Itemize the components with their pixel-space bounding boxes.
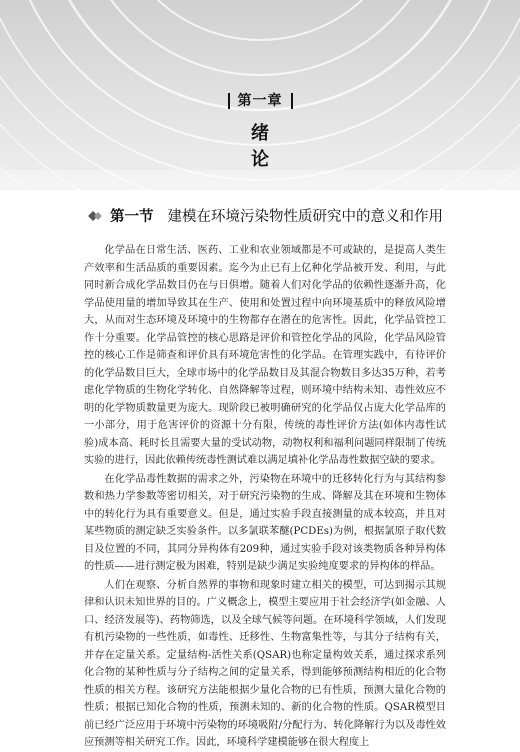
chapter-number: 第一章 — [228, 93, 293, 109]
section-heading — [88, 208, 468, 226]
paragraph: 在化学品毒性数据的需求之外，污染物在环境中的迁移转化行为与其结构参数和热力学参数等密切相关，对于研究污染物的生成、降解及其在环境和生物体中的转化行为具有重要意义。但是，通过实验手段直接测量的成本较高，并且对某些物质的测定缺乏实验条件。以多氯联苯醚(PCDEs)为例，根据氯原子取代数目及位置的不同，其同分异构体有209种，通过实验手段对该类物质各种异构体的性质——进行测定极为困难，特别是缺少满足实验纯度要求的异构体的样品。 — [84, 473, 446, 572]
paragraph: 化学品在日常生活、医药、工业和农业领域都是不可或缺的，是提高人类生产效率和生活品质的重要因素。迄今为止已有上亿种化学品被开发、利用，与此同时新合成化学品数目仍在与日俱增。随着人们对化学品的依赖性逐渐升高，化学品使用量的增加导致其在生产、使用和处置过程中向环境基质中的释放风险增大，从而对生态环境及环境中的生物都存在潜在的危害性。因此，化学品管控工作十分重要。化学品管控的核心思路是评价和管控化学品的风险，化学品风险管控的核心工作是筛查和评价具有环境危害性的化学品。在管理实践中，有待评价的化学品数目巨大，全球市场中的化学品数目及其混合物数目多达35万种，若考虑化学物质的生物化学转化、自然降解等过程，则环境中结构未知、毒性效应不明的化学物质数量更为庞大。现阶段已被明确研究的化学品仅占庞大化学品库的一小部分，用于危害评价的资源十分有限，传统的毒性评价方法(如体内毒性试验)成本高、耗时长且需要大量的受试动物，动物权利和福利问题同样限制了传统实验的进行，因此依赖传统毒性测试难以满足填补化学品毒性数据空缺的要求。 — [84, 245, 446, 466]
section-title: 建模在环境污染物性质研究中的意义和作用 — [167, 209, 443, 225]
diamond-bullet-icon — [88, 208, 104, 226]
chapter-title: 绪 论 — [251, 123, 295, 170]
chapter-heading — [204, 90, 316, 171]
paragraph: 人们在观察、分析自然界的事物和现象时建立相关的模型，可达到揭示其规律和认识未知世界的目的。广义概念上，模型主要应用于社会经济学(如金融、人口、经济发展等)、药物筛选，以及全球气候等问题。在环境科学领域，人们发现有机污染物的一些性质，如毒性、迁移性、生物富集性等，与其分子结构有关，并存在定量关系。定量结构-活性关系(QSAR)也称定量构效关系，通过探求系列化合物的某种性质与分子结构之间的定量关系，得到能够预测结构相近的化合物性质的相关方程。该研究方法能根据少量化合物的已有性质，预测大量化合物的性质；根据已知化合物的性质，预测未知的、新的化合物的性质。QSAR模型目前已经广泛应用于环境中污染物的环境吸附/分配行为、转化降解行为以及毒性效应预测等相关研究工作。因此，环境科学建模能够在很大程度上 — [84, 579, 446, 748]
chapter-header-decoration — [0, 0, 520, 190]
body-text — [84, 242, 446, 752]
section-number: 第一节 — [110, 208, 154, 225]
